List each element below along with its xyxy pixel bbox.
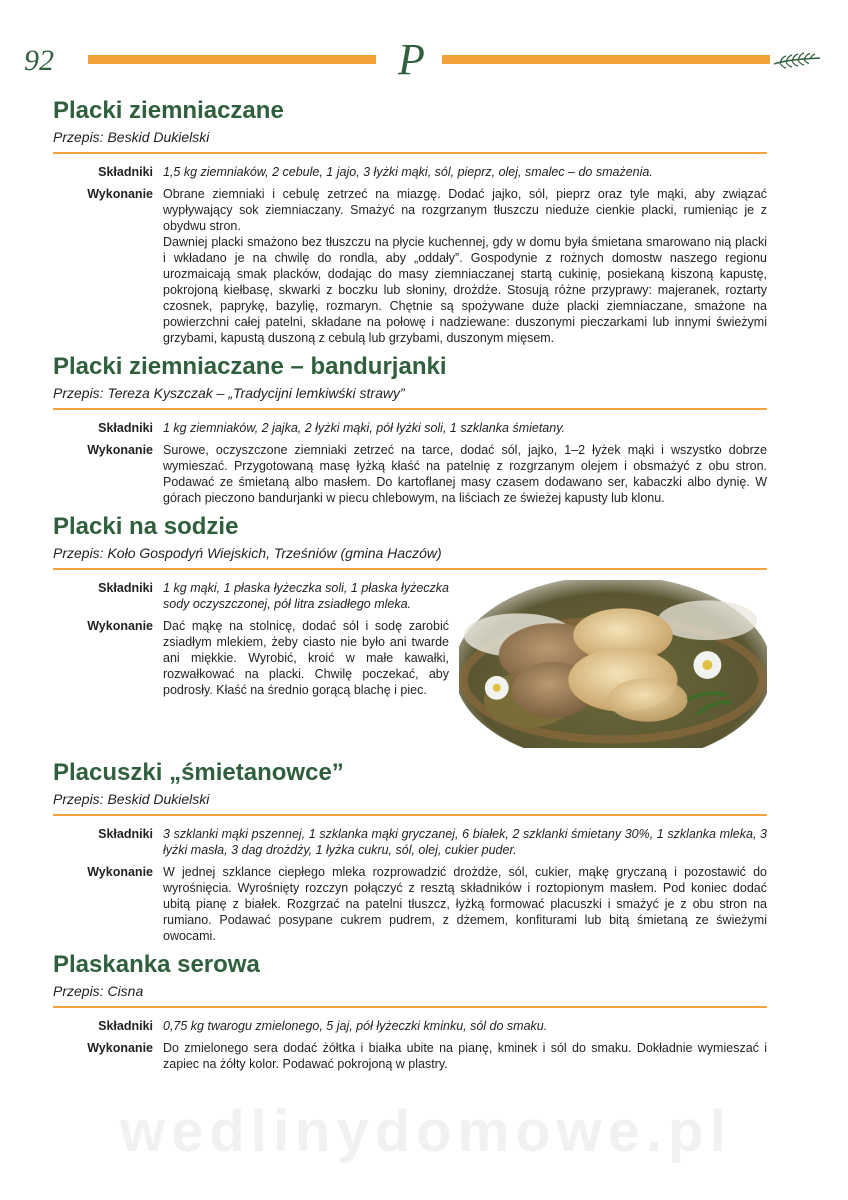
method-text: W jednej szklance ciepłego mleka rozprowadzić drożdże, sól, cukier, mąkę gryczaną i pozostawić do wyrośnięcia. Wyrośnięty rozczyn połączyć z resztą składników i roztopionym masłem. Pod koniec dodać ubitą pianę z białek. Rozgrzać na patelni tłuszcz, łyżką formować placuszki i smażyć je z obu stron na rumiano. Podawać posypane cukrem pudrem, z dżemem, konfiturami lub bitą śmietaną ze świeżymi owocami. xyxy=(163,865,767,943)
header-bar-left xyxy=(88,55,376,64)
method-text: Do zmielonego sera dodać żółtka i białka ubite na pianę, kminek i sól do smaku. Dokładnie wymieszać i zapiec na żółty kolor. Podawać pokrojoną w plastry. xyxy=(163,1041,767,1071)
recipe-placuszki-smietanowce xyxy=(53,758,767,944)
section-divider xyxy=(53,408,767,410)
recipe-title: Placuszki „śmietanowce” xyxy=(53,759,344,786)
method-paragraph: Dawniej placki smażono bez tłuszczu na płycie kuchennej, gdy w domu była śmietana smarowano nią placki i wkładano je na chwilę do rondla, aby „oddały”. Gospodynie z rożnych domostw naszego regionu urozmaicają smak placków, dodając do masy ziemniaczanej startą cukinię, posiekaną kiszoną kapustę, pokrojoną kiełbasę, skwarki z boczku lub słoniny, drożdże. Stosują różne przyprawy: majeranek, roztarty czosnek, paprykę, bazylię, rozmaryn. Chętnie są spożywane duże placki ziemniaczane, smażone na powierzchni całej patelni, składane na połowę i nadziewane: duszonymi pieczarkami lub innymi świeżymi grzybami, kapustą duszoną z cebulą lub grzybami, duszonym mięsem. xyxy=(163,235,767,345)
pancakes-photo xyxy=(459,580,767,748)
section-letter: P xyxy=(398,35,425,84)
method-text: Surowe, oczyszczone ziemniaki zetrzeć na tarce, dodać sól, jajko, 1–2 łyżek mąki i wszystko dobrze wymieszać. Przygotowaną masę łyżką kłaść na patelnię z rozgrzanym olejem i obsmażyć z obu stron. Podawać ze śmietaną albo masłem. Do kartoflanej masy czasem dodawano ser, kabaczki albo dynię. W górach pieczono bandurjanki w piecu chlebowym, na liściach ze świeżej kapusty lub klonu. xyxy=(163,443,767,505)
ingredients-label: Składniki xyxy=(98,165,153,179)
recipe-text-column xyxy=(53,580,449,748)
method-row xyxy=(53,618,449,698)
page-number: 92 xyxy=(24,44,54,77)
ingredients-row xyxy=(53,420,767,436)
method-text: Dać mąkę na stolnicę, dodać sól i sodę zarobić zsiadłym mlekiem, żeby ciasto nie było ani twarde ani miękkie. Wyrobić, kroić w małe kawałki, rozwałkować na placki. Chwilę poczekać, aby podrosły. Kłaść na średnio gorącą blachę i piec. xyxy=(163,619,449,697)
page-header xyxy=(0,35,848,90)
ingredients-row xyxy=(53,164,767,180)
header-bar-right xyxy=(442,55,770,64)
method-row xyxy=(53,864,767,944)
recipe-source: Przepis: Cisna xyxy=(53,983,144,999)
ingredients-label: Składniki xyxy=(98,827,153,841)
method-label: Wykonanie xyxy=(87,443,153,457)
ingredients-label: Składniki xyxy=(98,421,153,435)
watermark: wedlinydomowe.pl xyxy=(120,1099,732,1164)
ingredients-row xyxy=(53,826,767,858)
recipe-title: Placki ziemniaczane xyxy=(53,97,284,124)
ingredients-text: 3 szklanki mąki pszennej, 1 szklanka mąki gryczanej, 6 białek, 2 szklanki śmietany 30%, 1 szklanka mleka, 3 łyżki masła, 3 dag drożdży, 1 łyżka cukru, sól, olej, cukier puder. xyxy=(163,827,767,857)
section-divider xyxy=(53,568,767,570)
method-row xyxy=(53,186,767,346)
method-row xyxy=(53,442,767,506)
ingredients-row xyxy=(53,1018,767,1034)
recipe-source: Przepis: Beskid Dukielski xyxy=(53,791,210,807)
recipe-title: Placki na sodzie xyxy=(53,513,239,540)
section-divider xyxy=(53,814,767,816)
recipe-source: Przepis: Beskid Dukielski xyxy=(53,129,210,145)
method-text xyxy=(163,186,767,346)
recipe-placki-ziemniaczane xyxy=(53,96,767,346)
ingredients-text: 1,5 kg ziemniaków, 2 cebule, 1 jajo, 3 łyżki mąki, sól, pieprz, olej, smalec – do smażenia. xyxy=(163,165,653,179)
recipe-title: Placki ziemniaczane – bandurjanki xyxy=(53,353,447,380)
recipe-source: Przepis: Koło Gospodyń Wiejskich, Trześniów (gmina Haczów) xyxy=(53,545,442,561)
ingredients-row xyxy=(53,580,449,612)
recipe-plaskanka-serowa xyxy=(53,950,767,1072)
ingredients-text: 0,75 kg twarogu zmielonego, 5 jaj, pół łyżeczki kminku, sól do smaku. xyxy=(163,1019,548,1033)
ingredients-label: Składniki xyxy=(98,581,153,595)
section-divider xyxy=(53,152,767,154)
method-label: Wykonanie xyxy=(87,865,153,879)
recipe-bandurjanki xyxy=(53,352,767,506)
ingredients-text: 1 kg ziemniaków, 2 jajka, 2 łyżki mąki, pół łyżki soli, 1 szklanka śmietany. xyxy=(163,421,566,435)
section-divider xyxy=(53,1006,767,1008)
method-label: Wykonanie xyxy=(87,1041,153,1055)
method-label: Wykonanie xyxy=(87,187,153,201)
fern-leaf-icon xyxy=(772,50,822,70)
method-paragraph: Obrane ziemniaki i cebulę zetrzeć na miazgę. Dodać jajko, sól, pieprz oraz tyle mąki, aby związać wypływający sok ziemniaczany. Smażyć na rozgrzanym tłuszczu nieduże cienkie placki, rumieniąc je z obydwu stron. xyxy=(163,187,767,233)
ingredients-label: Składniki xyxy=(98,1019,153,1033)
ingredients-text: 1 kg mąki, 1 płaska łyżeczka soli, 1 płaska łyżeczka sody oczyszczonej, pół litra zsiadłego mleka. xyxy=(163,581,449,611)
method-label: Wykonanie xyxy=(87,619,153,633)
recipe-source: Przepis: Tereza Kyszczak – „Tradycijni lemkiwśki strawy” xyxy=(53,385,405,401)
page-content xyxy=(53,96,767,1078)
recipe-title: Plaskanka serowa xyxy=(53,951,260,978)
method-row xyxy=(53,1040,767,1072)
recipe-body-with-photo xyxy=(53,580,767,748)
recipe-placki-na-sodzie xyxy=(53,512,767,748)
